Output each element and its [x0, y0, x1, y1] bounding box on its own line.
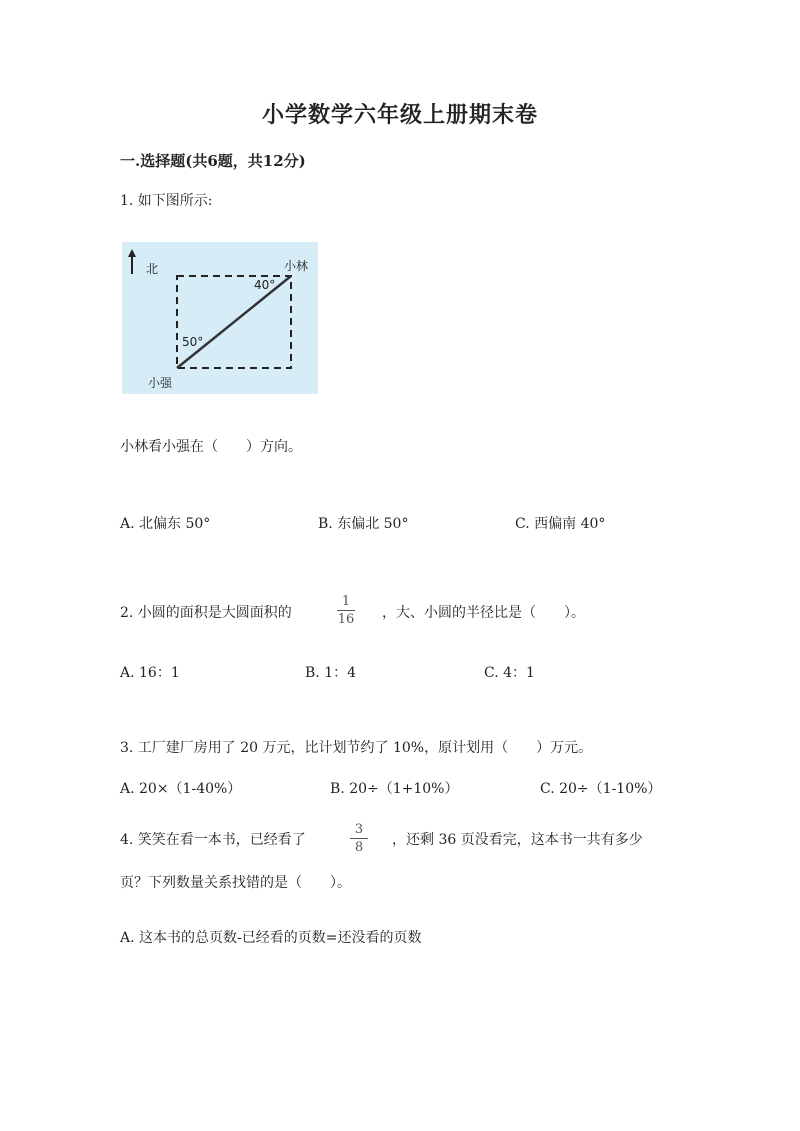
page-title: 小学数学六年级上册期末卷: [261, 102, 538, 128]
q2-option-a: A. 16：1: [120, 665, 180, 681]
q4-frac-num: 3: [354, 822, 364, 837]
q2-stem-before: 2. 小圆的面积是大圆面积的: [120, 605, 292, 621]
q2-fraction: [337, 594, 355, 627]
q4-stem-before: 4. 笑笑在看一本书，已经看了: [120, 832, 306, 848]
q4-stem-after: ，还剩 36 页没看完，这本书一共有多少: [392, 832, 643, 848]
angle-bottom-label: 50°: [182, 335, 204, 349]
q3-stem: 3. 工厂建厂房用了 20 万元，比计划节约了 10%，原计划用（ ）万元。: [120, 740, 593, 756]
q3-option-a: A. 20×（1-40%）: [120, 781, 242, 797]
q1-option-c: C. 西偏南 40°: [515, 516, 606, 532]
q2-option-b: B. 1：4: [305, 665, 357, 681]
q4-stem-line2: 页？下列数量关系找错的是（ ）。: [120, 875, 351, 891]
qiang-label: 小强: [148, 376, 173, 390]
lin-label: 小林: [284, 259, 309, 273]
q1-option-a: A. 北偏东 50°: [120, 516, 211, 532]
q2-frac-num: 1: [341, 594, 351, 609]
q3-option-c: C. 20÷（1-10%）: [540, 781, 662, 797]
north-label: 北: [146, 262, 159, 276]
q1-option-b: B. 东偏北 50°: [318, 516, 409, 532]
q1-question: 小林看小强在（ ）方向。: [120, 439, 302, 455]
angle-top-label: 40°: [254, 278, 276, 292]
q2-stem-after: ，大、小圆的半径比是（ ）。: [382, 605, 585, 621]
q4-option-a: A. 这本书的总页数-已经看的页数=还没看的页数: [120, 930, 422, 946]
q2-option-c: C. 4：1: [484, 665, 535, 681]
q4-fraction: [350, 822, 368, 855]
q4-frac-den: 8: [354, 840, 364, 855]
section-heading: 一.选择题(共6题，共12分): [120, 152, 306, 170]
q3-option-b: B. 20÷（1+10%）: [330, 781, 459, 797]
q1-stem: 1. 如下图所示:: [120, 193, 213, 209]
q2-frac-den: 16: [337, 612, 355, 627]
direction-figure: [122, 242, 318, 394]
